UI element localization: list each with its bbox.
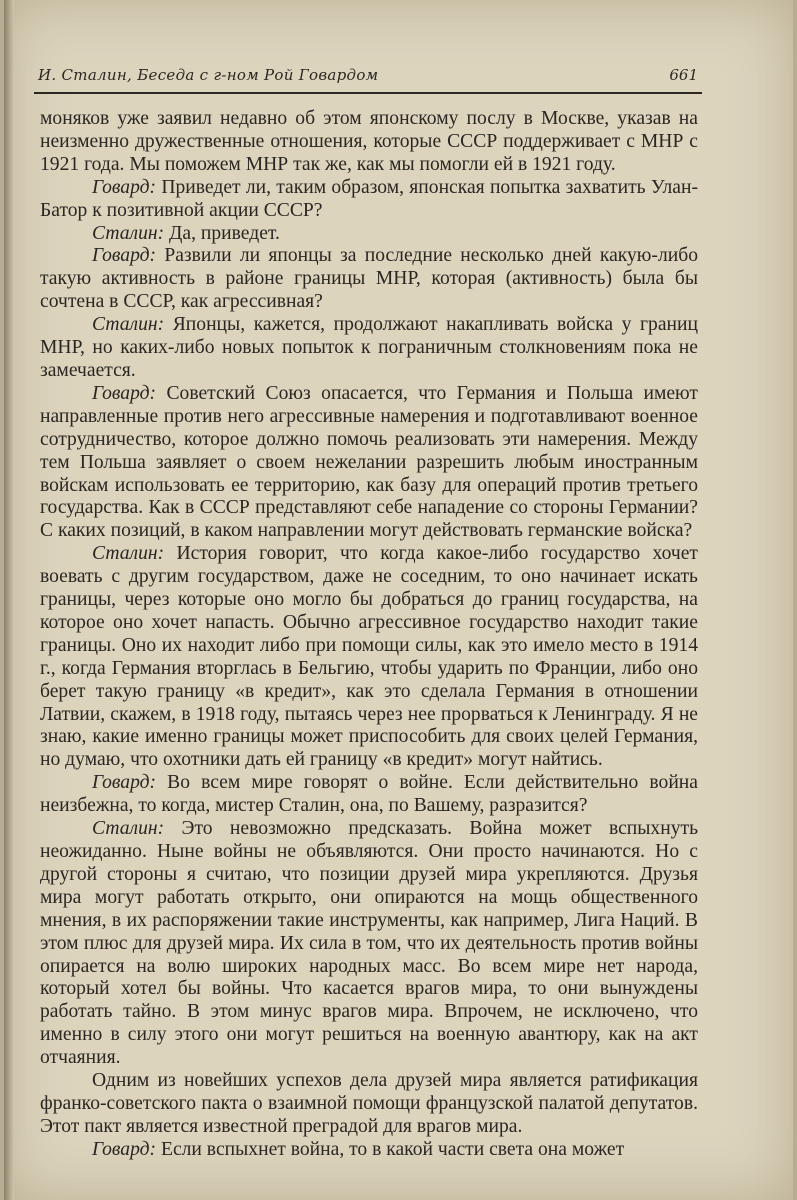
page-number: 661 [669, 66, 698, 84]
body-text [40, 108, 698, 1162]
paragraph [40, 245, 698, 314]
paragraph-text: моняков уже заявил недавно об этом японскому послу в Москве, указав на неизменно дружественные отношения, которые СССР поддерживает с МНР с 1921 года. Мы поможем МНР так же, как мы помогли ей в 1921 году. [40, 108, 698, 175]
paragraph [40, 772, 698, 818]
paragraph-text: Развили ли японцы за последние несколько дней какую-либо такую активность в районе границы МНР, которая (активность) была бы сочтена в СССР, как агрессивная? [40, 245, 698, 313]
paragraph [40, 818, 698, 1070]
speaker-label: Говард: [92, 245, 157, 267]
paragraph [40, 1070, 698, 1139]
paragraph [40, 1139, 698, 1162]
paragraph-text: Советский Союз опасается, что Германия и Польша имеют направленные против него агрессивные намерения и подготавливают военное сотрудничество, которое должно помочь реализовать эти намерения. Между тем Польша заявляет о своем нежелании разрешить любым иностранным войскам использовать ее территорию, как базу для операций против третьего государства. Как в СССР представляют себе нападение со стороны Германии? С каких позиций, в каком направлении могут действовать германские войска? [40, 382, 698, 542]
speaker-label: Сталин: [92, 818, 165, 840]
paragraph [40, 177, 698, 223]
speaker-label: Говард: [92, 1138, 157, 1160]
speaker-label: Сталин: [92, 314, 165, 336]
speaker-label: Говард: [92, 176, 157, 198]
paragraph [40, 108, 698, 177]
paragraph [40, 223, 698, 246]
page-spine-shadow [4, 0, 14, 1200]
paragraph [40, 383, 698, 543]
speaker-label: Сталин: [92, 543, 165, 565]
paragraph-text: Если вспыхнет война, то в какой части света она может [160, 1138, 625, 1160]
paragraph-text: Да, приведет. [169, 222, 280, 244]
paragraph [40, 314, 698, 383]
running-head [34, 62, 702, 94]
paragraph [40, 543, 698, 772]
speaker-label: Сталин: [92, 222, 165, 244]
book-page [4, 0, 793, 1200]
paragraph-text: Одним из новейших успехов дела друзей мира является ратификация франко-советского пакта о взаимной помощи французской палатой депутатов. Этот пакт является известной преградой для врагов мира. [40, 1070, 698, 1137]
paragraph-text: Приведет ли, таким образом, японская попытка захватить Улан-Батор к позитивной акции СССР? [40, 176, 698, 221]
speaker-label: Говард: [92, 772, 157, 794]
speaker-label: Говард: [92, 382, 157, 404]
paragraph-text: Во всем мире говорят о войне. Если действительно война неизбежна, то когда, мистер Сталин, она, по Вашему, разразится? [40, 772, 698, 817]
paragraph-text: Японцы, кажется, продолжают накапливать войска у границ МНР, но каких-либо новых попыток к пограничным столкновениям пока не замечается. [40, 314, 698, 381]
paragraph-text: История говорит, что когда какое-либо государство хочет воевать с другим государством, даже не соседним, то оно начинает искать границы, через которые оно могло бы добраться до границ государства, на которое оно хочет напасть. Обычно агрессивное государство находит такие границы. Оно их находит либо при помощи силы, как это имело место в 1914 г., когда Германия вторглась в Бельгию, чтобы ударить по Франции, либо оно берет такую границу «в кредит», как это сделала Германия в отношении Латвии, скажем, в 1918 году, пытаясь через нее прорваться к Ленинграду. Я не знаю, какие именно границы может приспособить для своих целей Германия, но думаю, что охотники дать ей границу «в кредит» могут найтись. [40, 543, 698, 771]
paragraph-text: Это невозможно предсказать. Война может вспыхнуть неожиданно. Ныне войны не объявляются. Они просто начинаются. Но с другой стороны я считаю, что позиции друзей мира укрепляются. Друзья мира могут работать открыто, они опираются на мощь общественного мнения, в их распоряжении такие инструменты, как например, Лига Наций. В этом плюс для друзей мира. Их сила в том, что их деятельность против войны опирается на волю широких народных масс. Во всем мире нет народа, который хотел бы войны. Что касается врагов мира, то они вынуждены работать тайно. В этом минус врагов мира. Впрочем, не исключено, что именно в силу этого они могут решиться на военную авантюру, как на акт отчаяния. [40, 818, 699, 1069]
running-head-title: И. Сталин, Беседа с г-ном Рой Говардом [38, 66, 379, 84]
